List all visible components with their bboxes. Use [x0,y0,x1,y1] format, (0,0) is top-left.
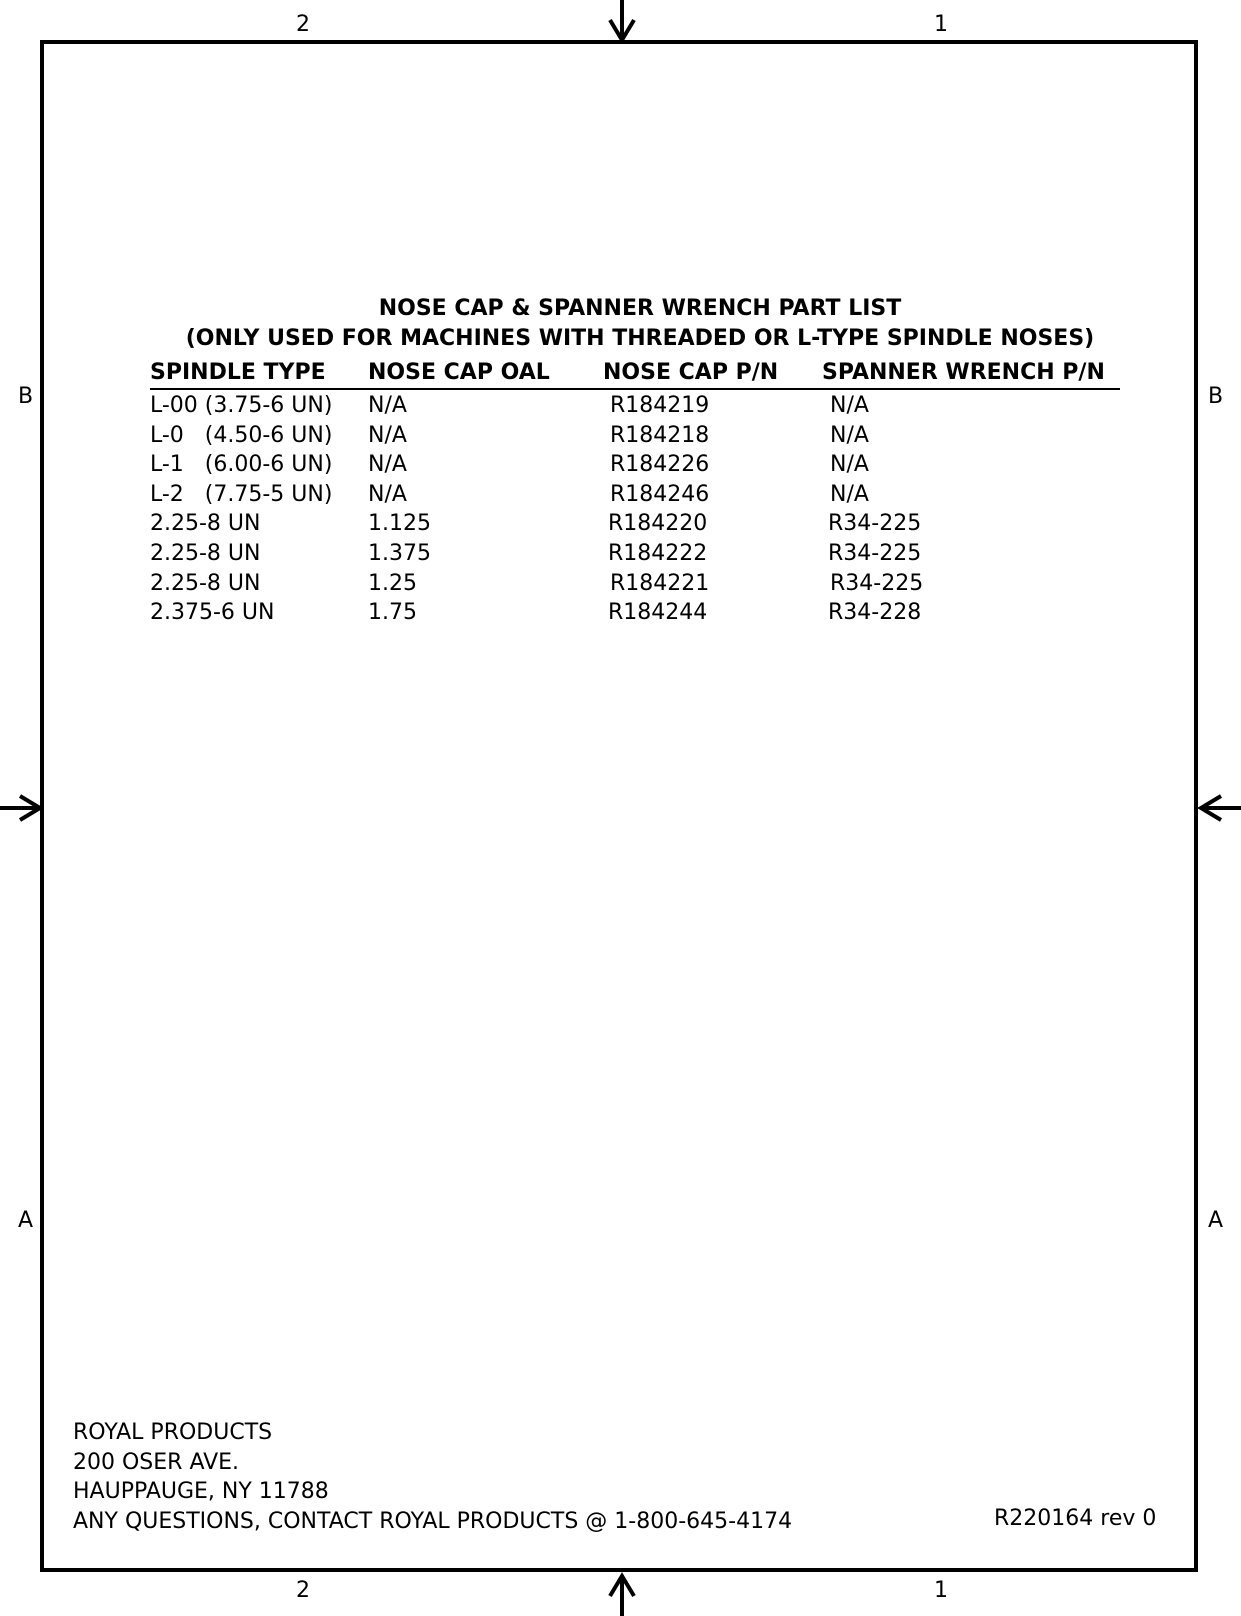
company-street: 200 OSER AVE. [73,1449,240,1475]
cell-spanner-wrench-pn: N/A [830,481,869,507]
cell-spindle-type: 2.375-6 UN [150,600,275,626]
header-nose-cap-pn: NOSE CAP P/N [603,360,779,385]
cell-nose-cap-oal: 1.25 [368,570,417,596]
cell-spindle-type: 2.25-8 UN [150,570,261,596]
header-spindle-type: SPINDLE TYPE [150,360,326,385]
center-mark-top-icon [607,0,637,44]
cell-spanner-wrench-pn: R34-225 [828,540,922,566]
zone-bottom-2: 2 [296,1578,310,1603]
center-mark-right-icon [1197,793,1241,823]
cell-spanner-wrench-pn: N/A [830,452,869,478]
cell-nose-cap-oal: 1.375 [368,540,431,566]
cell-nose-cap-oal: 1.125 [368,511,431,537]
table-header [150,358,1120,390]
cell-spanner-wrench-pn: N/A [830,393,869,418]
cell-spindle-type: L-1 (6.00-6 UN) [150,452,333,478]
table-row [150,568,1120,598]
cell-nose-cap-oal: 1.75 [368,600,417,626]
cell-nose-cap-oal: N/A [368,481,407,507]
cell-nose-cap-oal: N/A [368,393,407,418]
cell-nose-cap-pn: R184221 [610,570,710,596]
cell-nose-cap-pn: R184218 [610,422,710,448]
zone-top-1: 1 [934,12,948,37]
cell-spindle-type: L-0 (4.50-6 UN) [150,422,333,448]
cell-spindle-type: L-2 (7.75-5 UN) [150,481,333,507]
table-row [150,390,1120,420]
cell-spanner-wrench-pn: R34-225 [830,570,924,596]
center-mark-bottom-icon [607,1572,637,1616]
zone-top-2: 2 [296,12,310,37]
center-mark-left-icon [0,793,44,823]
table-row [150,508,1120,538]
company-city: HAUPPAUGE, NY 11788 [73,1479,329,1505]
cell-spanner-wrench-pn: R34-228 [828,600,922,626]
contact-line: ANY QUESTIONS, CONTACT ROYAL PRODUCTS @ 1-800-645-4174 [73,1508,793,1534]
drawing-border [40,40,1198,1572]
cell-nose-cap-oal: N/A [368,452,407,478]
cell-nose-cap-pn: R184222 [608,540,708,566]
zone-bottom-1: 1 [934,1578,948,1603]
zone-right-a: A [1208,1208,1224,1233]
table-row [150,420,1120,450]
zone-right-b: B [1208,384,1224,409]
table-row [150,538,1120,568]
table-row [150,449,1120,479]
page-title: NOSE CAP & SPANNER WRENCH PART LIST [378,296,902,321]
cell-nose-cap-oal: N/A [368,422,407,448]
cell-spanner-wrench-pn: N/A [830,422,869,448]
cell-nose-cap-pn: R184219 [610,393,710,418]
company-address-block [73,1418,792,1536]
zone-left-b: B [18,384,34,409]
cell-nose-cap-pn: R184220 [608,511,708,537]
cell-spanner-wrench-pn: R34-225 [828,511,922,537]
cell-spindle-type: 2.25-8 UN [150,540,261,566]
parts-table [150,358,1120,627]
cell-spindle-type: 2.25-8 UN [150,511,261,537]
table-row [150,479,1120,509]
cell-nose-cap-pn: R184246 [610,481,710,507]
header-spanner-wrench-pn: SPANNER WRENCH P/N [822,360,1105,385]
table-row [150,597,1120,627]
cell-nose-cap-pn: R184226 [610,452,710,478]
document-number: R220164 rev 0 [994,1506,1157,1531]
header-nose-cap-oal: NOSE CAP OAL [368,360,550,385]
company-name: ROYAL PRODUCTS [73,1420,273,1445]
zone-left-a: A [18,1208,34,1233]
cell-spindle-type: L-00 (3.75-6 UN) [150,393,333,418]
cell-nose-cap-pn: R184244 [608,600,708,626]
page-subtitle: (ONLY USED FOR MACHINES WITH THREADED OR L-TYPE SPINDLE NOSES) [185,326,1095,351]
